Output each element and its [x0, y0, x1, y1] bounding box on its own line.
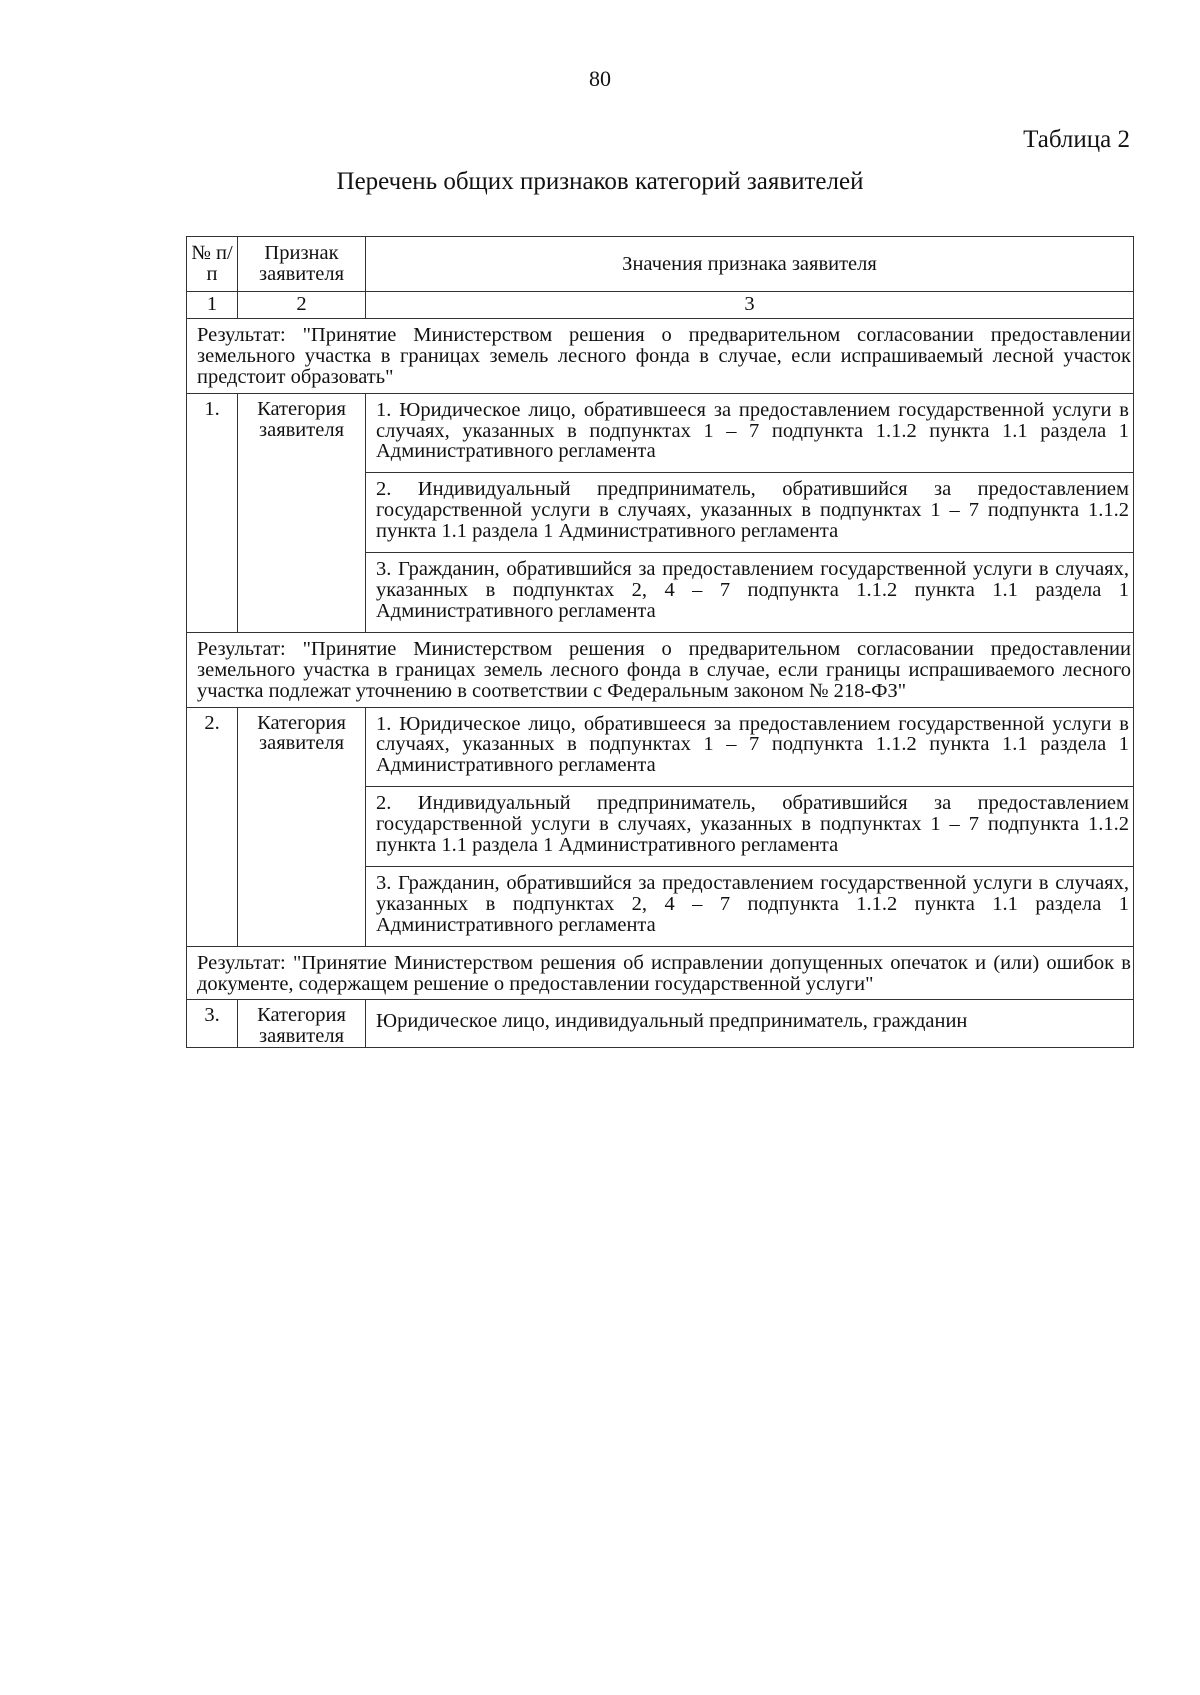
attribute-value: 1. Юридическое лицо, обратившееся за предоставлением государственной услуги в случаях, указанных в подпунктах 1 – 7 подпункта 1.1.2 пункта 1.1 раздела 1 Административного регламента	[366, 393, 1134, 473]
result-text: Результат: "Принятие Министерством решения о предварительном согласовании предоставлении земельного участка в границах земель лесного фонда в случае, если границы испрашиваемого лесного участка подлежат уточнению в соответствии с Федеральным законом № 218-ФЗ"	[187, 632, 1134, 707]
result-row	[187, 946, 1134, 1000]
attribute-value: 3. Гражданин, обратившийся за предоставлением государственной услуги в случаях, указанных в подпунктах 2, 4 – 7 подпункта 1.1.2 пункта 1.1 раздела 1 Административного регламента	[366, 553, 1134, 633]
table-row	[187, 707, 1134, 787]
attribute-name: Категория заявителя	[238, 707, 366, 946]
applicant-attributes-table	[186, 236, 1134, 1048]
result-text: Результат: "Принятие Министерством решения об исправлении допущенных опечаток и (или) ошибок в документе, содержащем решение о предоставлении государственной услуги"	[187, 946, 1134, 1000]
attribute-value: 1. Юридическое лицо, обратившееся за предоставлением государственной услуги в случаях, указанных в подпунктах 1 – 7 подпункта 1.1.2 пункта 1.1 раздела 1 Административного регламента	[366, 707, 1134, 787]
column-index-row	[187, 292, 1134, 319]
table-row	[187, 393, 1134, 473]
table-row	[187, 1000, 1134, 1048]
column-index: 2	[238, 292, 366, 319]
result-row	[187, 632, 1134, 707]
attribute-value: 2. Индивидуальный предприниматель, обратившийся за предоставлением государственной услуги в случаях, указанных в подпунктах 1 – 7 подпункта 1.1.2 пункта 1.1 раздела 1 Административного регламента	[366, 787, 1134, 867]
header-attribute: Признак заявителя	[238, 237, 366, 292]
row-number: 3.	[187, 1000, 238, 1048]
attribute-name: Категория заявителя	[238, 393, 366, 632]
attribute-value: 3. Гражданин, обратившийся за предоставлением государственной услуги в случаях, указанных в подпунктах 2, 4 – 7 подпункта 1.1.2 пункта 1.1 раздела 1 Административного регламента	[366, 866, 1134, 946]
header-number: № п/п	[187, 237, 238, 292]
row-number: 1.	[187, 393, 238, 632]
row-number: 2.	[187, 707, 238, 946]
column-index: 1	[187, 292, 238, 319]
header-values: Значения признака заявителя	[366, 237, 1134, 292]
table-header-row	[187, 237, 1134, 292]
page-number: 80	[589, 66, 611, 91]
table-label: Таблица 2	[1023, 126, 1130, 153]
attribute-value: 2. Индивидуальный предприниматель, обратившийся за предоставлением государственной услуги в случаях, указанных в подпунктах 1 – 7 подпункта 1.1.2 пункта 1.1 раздела 1 Административного регламента	[366, 473, 1134, 553]
attribute-value: Юридическое лицо, индивидуальный предприниматель, гражданин	[366, 1000, 1134, 1048]
result-row	[187, 318, 1134, 393]
document-title: Перечень общих признаков категорий заявителей	[336, 168, 864, 195]
column-index: 3	[366, 292, 1134, 319]
result-text: Результат: "Принятие Министерством решения о предварительном согласовании предоставлении земельного участка в границах земель лесного фонда в случае, если испрашиваемый лесной участок предстоит образовать"	[187, 318, 1134, 393]
attribute-name: Категория заявителя	[238, 1000, 366, 1048]
